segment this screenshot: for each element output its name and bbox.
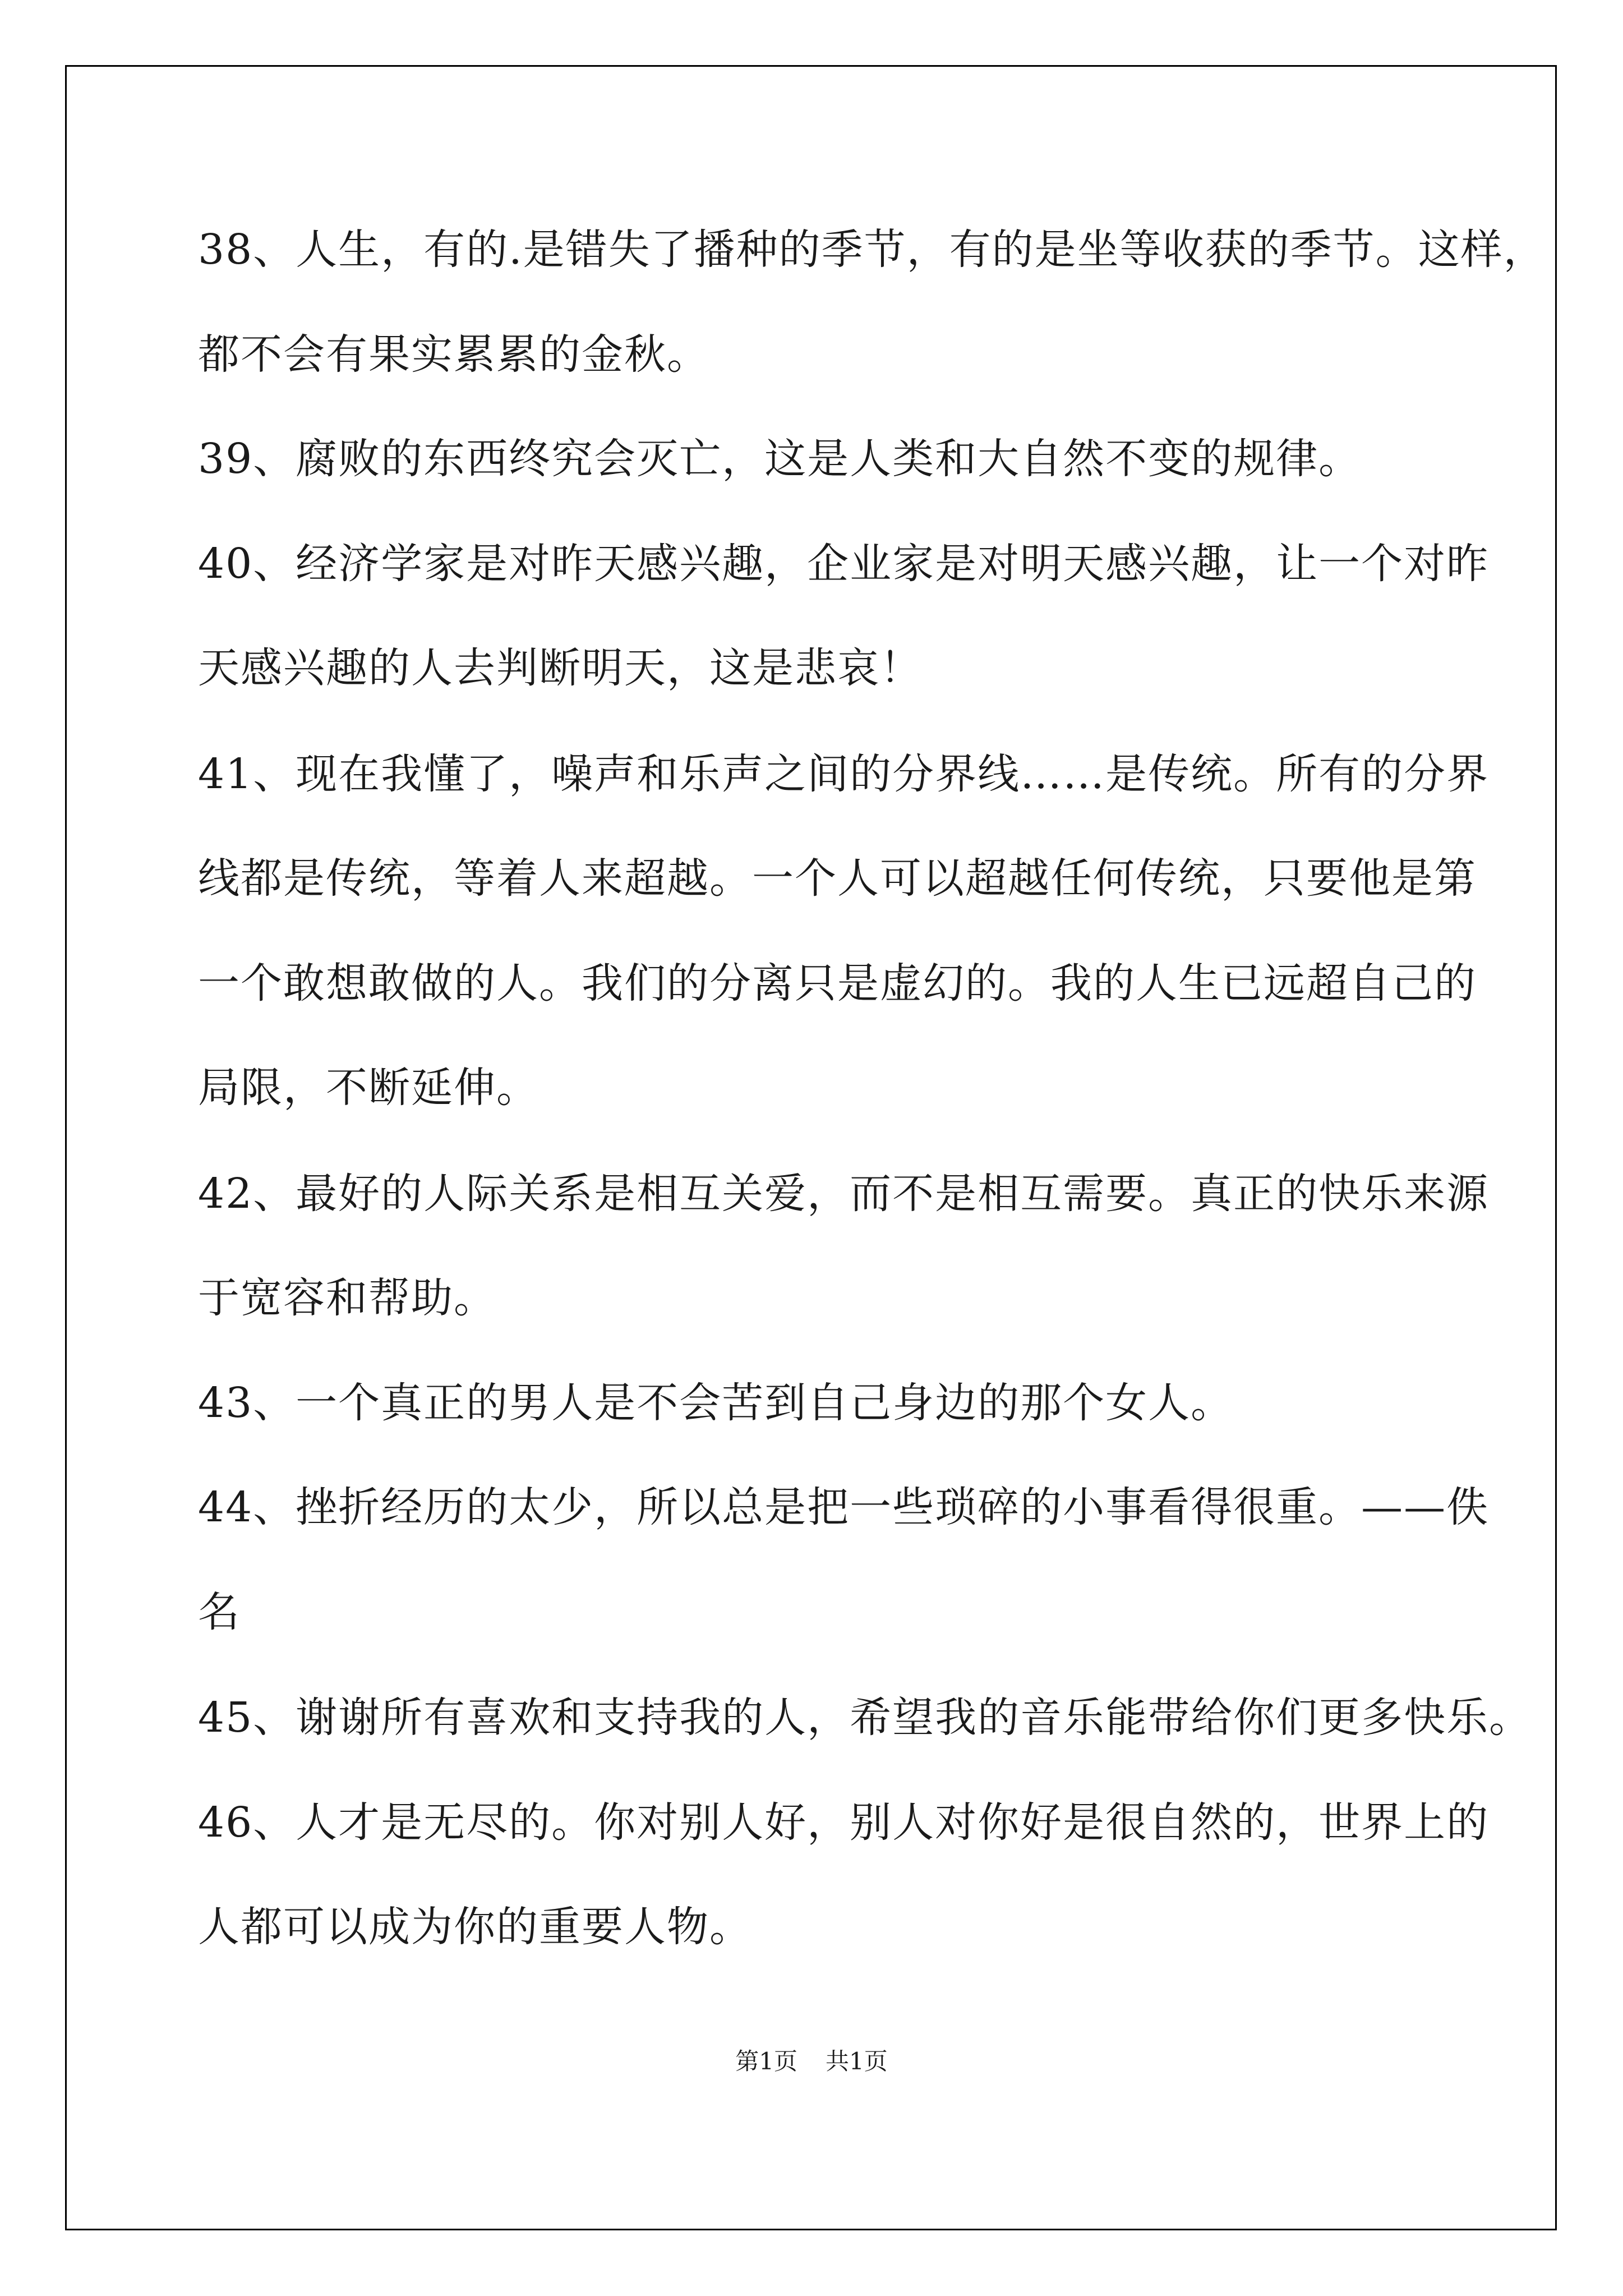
- text-line: 40、经济学家是对昨天感兴趣，企业家是对明天感兴趣，让一个对昨: [198, 540, 1490, 588]
- text-line: 名: [198, 1588, 241, 1636]
- text-line: 42、最好的人际关系是相互关爱，而不是相互需要。真正的快乐来源: [198, 1170, 1490, 1218]
- text-line: 一个敢想敢做的人。我们的分离只是虚幻的。我的人生已远超自己的: [198, 959, 1477, 1007]
- text-line: 局限，不断延伸。: [198, 1064, 539, 1112]
- text-line: 天感兴趣的人去判断明天，这是悲哀！: [198, 644, 923, 692]
- text-line: 44、挫折经历的太少，所以总是把一些琐碎的小事看得很重。——佚: [198, 1483, 1490, 1531]
- page-footer: [0, 2042, 1623, 2081]
- text-line: 线都是传统，等着人来超越。一个人可以超越任何传统，只要他是第: [198, 854, 1477, 903]
- page-number: 第1页: [735, 2047, 797, 2075]
- text-line: 38、人生，有的.是错失了播种的季节，有的是坐等收获的季节。这样，: [198, 226, 1546, 274]
- text-line: 41、现在我懂了，噪声和乐声之间的分界线……是传统。所有的分界: [198, 750, 1490, 798]
- text-line: 39、腐败的东西终究会灭亡，这是人类和大自然不变的规律。: [198, 435, 1362, 483]
- text-line: 46、人才是无尽的。你对别人好，别人对你好是很自然的，世界上的: [198, 1798, 1490, 1847]
- page-total: 共1页: [826, 2047, 888, 2075]
- text-line: 于宽容和帮助。: [198, 1274, 496, 1322]
- text-line: 人都可以成为你的重要人物。: [198, 1903, 752, 1951]
- text-line: 都不会有果实累累的金秋。: [198, 330, 709, 379]
- text-line: 45、谢谢所有喜欢和支持我的人，希望我的音乐能带给你们更多快乐。: [198, 1694, 1532, 1742]
- text-line: 43、一个真正的男人是不会苦到自己身边的那个女人。: [198, 1379, 1234, 1427]
